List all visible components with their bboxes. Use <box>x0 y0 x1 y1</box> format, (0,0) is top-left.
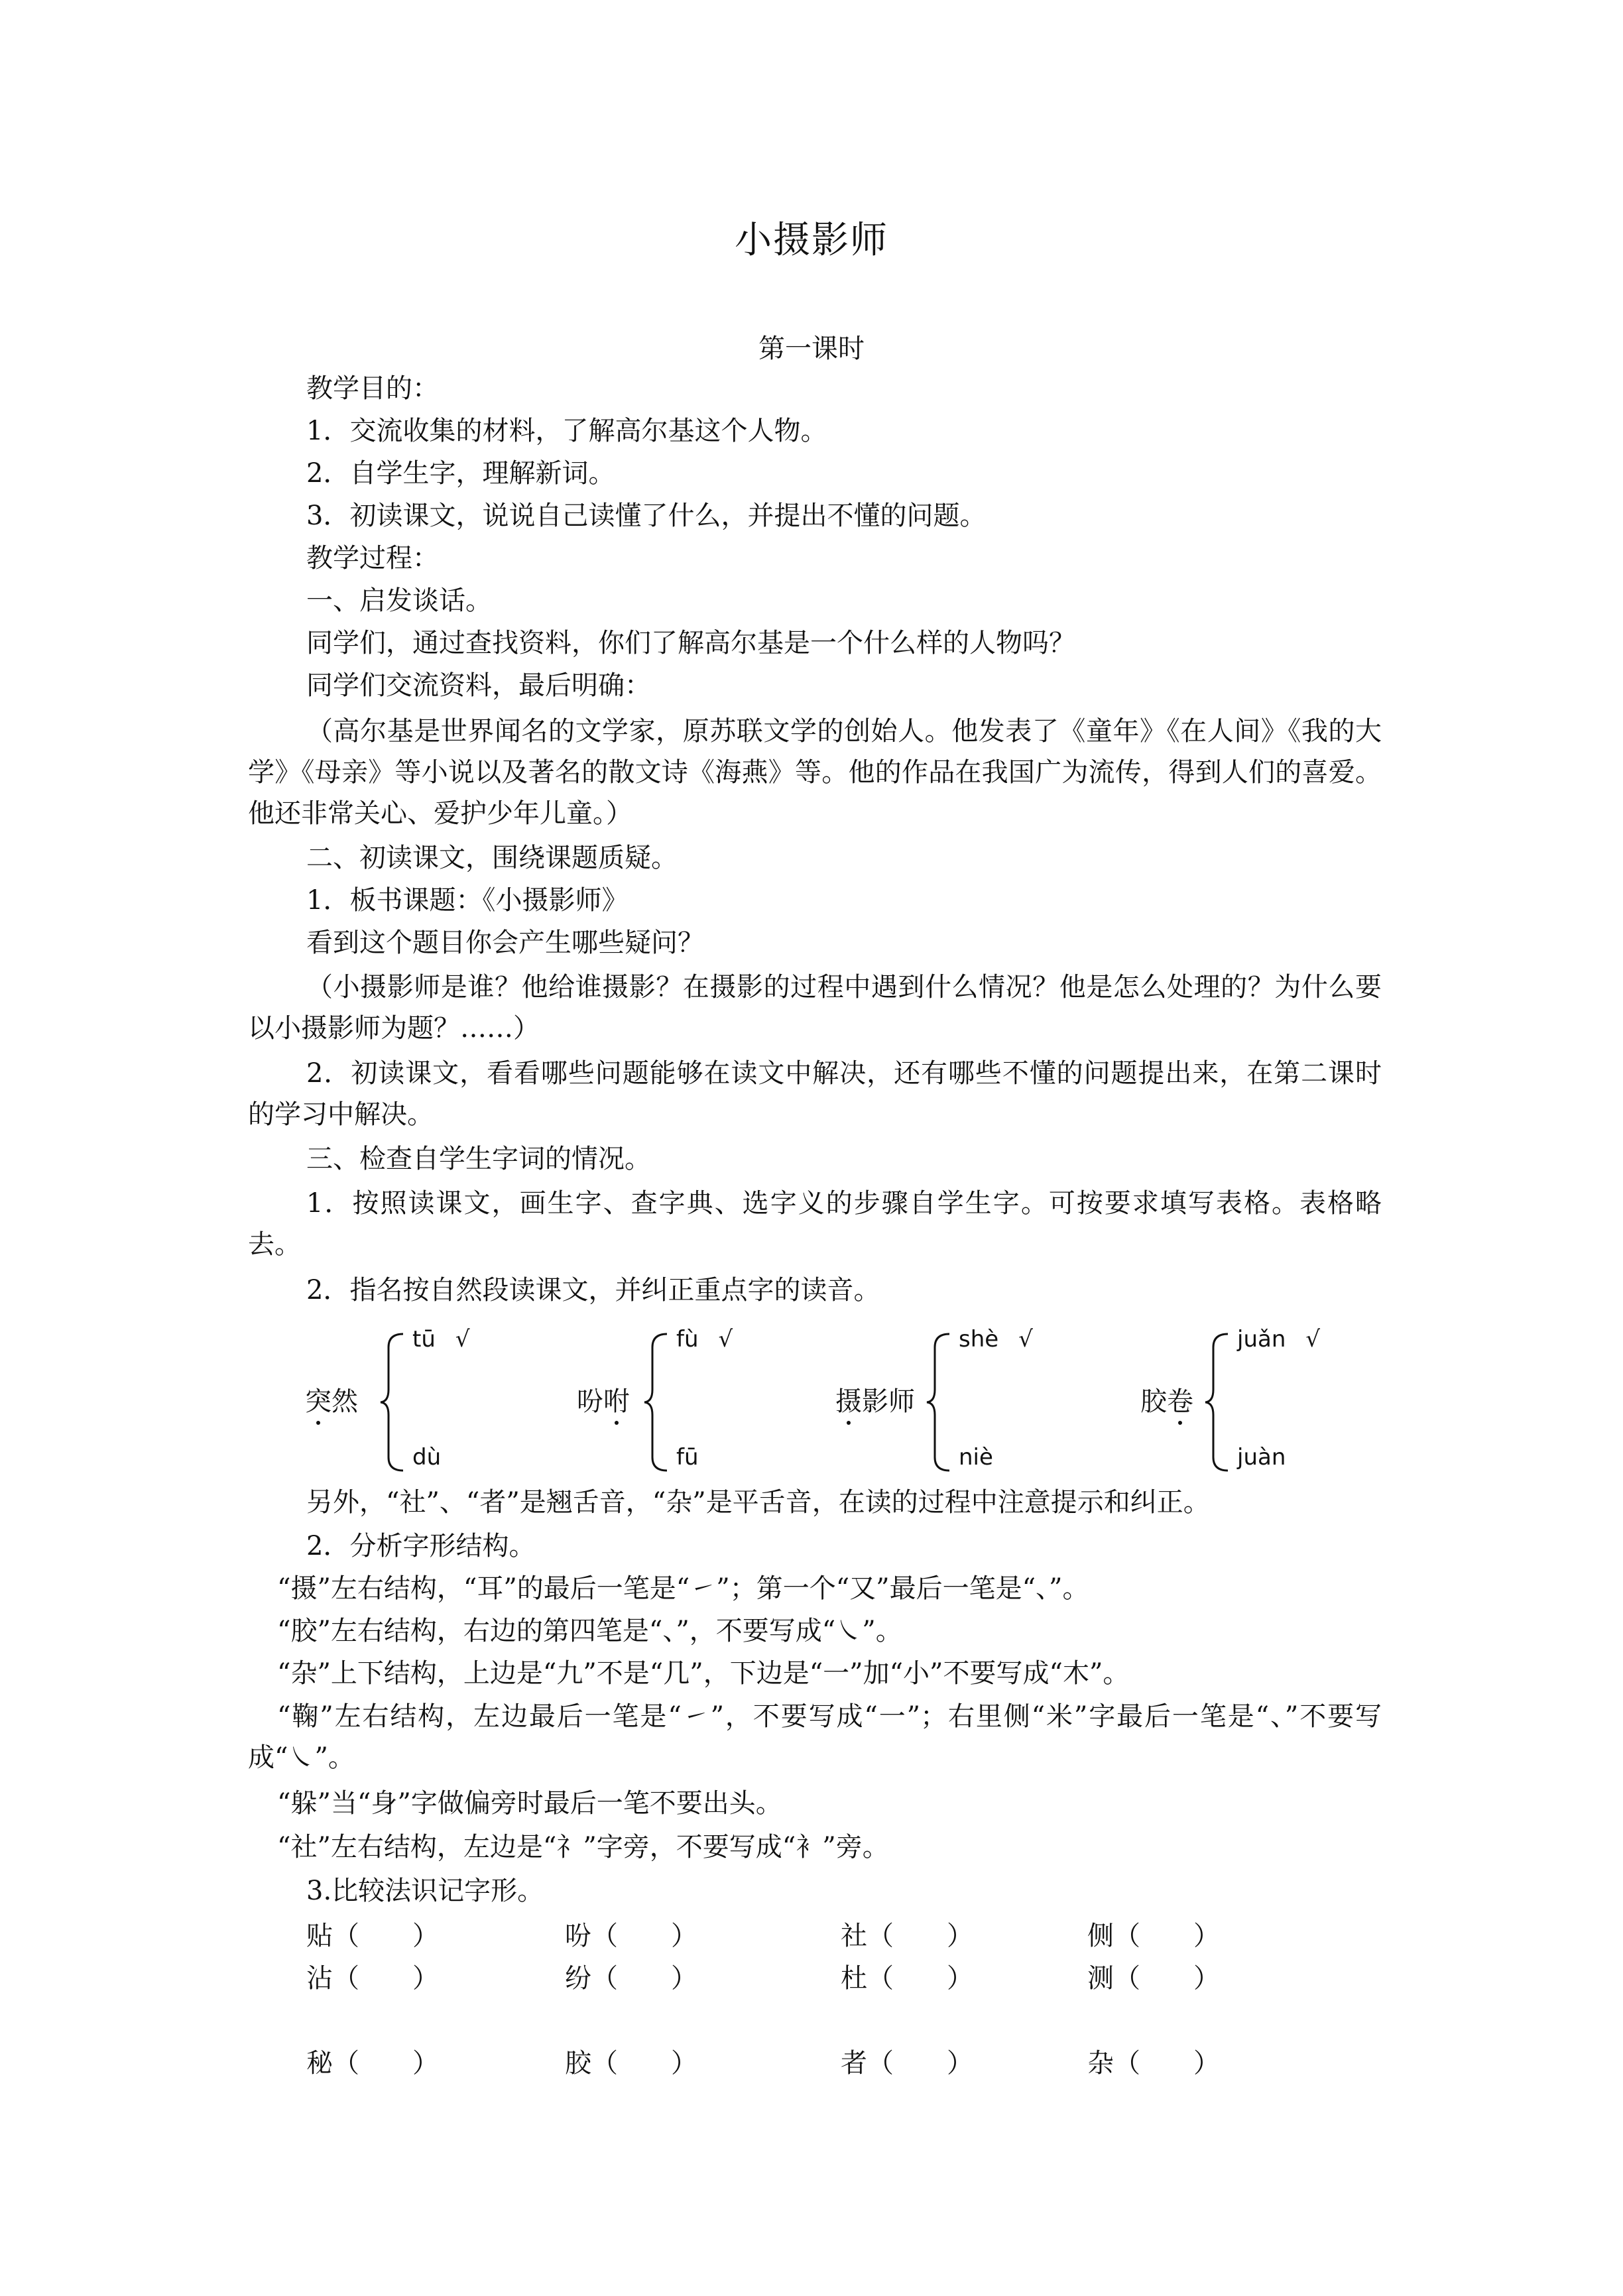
board-title: 1．板书课题：《小摄影师》 <box>306 885 629 916</box>
pinyin-correction-row <box>305 1319 1399 1485</box>
compare-cell: 吩（ ） <box>565 1921 697 1951</box>
page-title: 小摄影师 <box>735 219 888 262</box>
compare-cell: 纷（ ） <box>565 1963 697 1994</box>
structure-za: “杂”上下结构，上边是“九”不是“几”，下边是“一”加“小”不要写成“木”。 <box>277 1658 1130 1689</box>
pinyin-word: 胶卷 <box>1140 1386 1193 1417</box>
pinyin-word: 摄影师 <box>835 1386 915 1417</box>
section-2-heading: 二、初读课文，围绕课题质疑。 <box>306 843 678 873</box>
brace-icon <box>643 1333 670 1472</box>
compare-cell: 测（ ） <box>1087 1963 1220 1994</box>
compare-cell: 贴（ ） <box>306 1921 439 1951</box>
pinyin-wrong: dù <box>412 1444 442 1471</box>
questions-paragraph: （小摄影师是谁？他给谁摄影？在摄影的过程中遇到什么情况？他是怎么处理的？为什么要以小摄影师为题？……） <box>248 972 1382 1044</box>
brace-icon <box>1204 1333 1231 1472</box>
structure-she2: “社”左右结构，左边是“礻”字旁，不要写成“衤”旁。 <box>277 1832 889 1862</box>
read-aloud-line: 2．指名按自然段读课文，并纠正重点字的读音。 <box>306 1275 880 1305</box>
goal-3: 3．初读课文，说说自己读懂了什么，并提出不懂的问题。 <box>306 501 987 531</box>
gorky-paragraph: （高尔基是世界闻名的文学家，原苏联文学的创始人。他发表了《童年》《在人间》《我的大学》《母亲》等小说以及著名的散文诗《海燕》等。他的作品在我国广为流传，得到人们的喜爱。他还非常关心、爱护少年儿童。） <box>248 716 1382 829</box>
pinyin-correct: shè √ <box>959 1326 1033 1353</box>
teaching-goals-heading: 教学目的： <box>306 373 439 404</box>
section-1-heading: 一、启发谈话。 <box>306 585 492 616</box>
pinyin-word: 突然 <box>305 1386 358 1417</box>
compare-cell: 社（ ） <box>841 1921 973 1951</box>
section-3-heading: 三、检查自学生字词的情况。 <box>306 1144 651 1174</box>
exchange-materials: 同学们交流资料，最后明确： <box>306 670 651 701</box>
pinyin-word: 吩咐 <box>577 1386 630 1417</box>
teaching-process-heading: 教学过程： <box>306 543 439 574</box>
compare-cell: 胶（ ） <box>565 2048 697 2079</box>
pinyin-wrong: fū <box>676 1444 699 1471</box>
question-prompt: 看到这个题目你会产生哪些疑问？ <box>306 928 704 958</box>
structure-duo: “躲”当“身”字做偏旁时最后一笔不要出头。 <box>277 1788 782 1819</box>
compare-cell: 杜（ ） <box>841 1963 973 1994</box>
read-paragraph: 2．初读课文，看看哪些问题能够在读文中解决，还有哪些不懂的问题提出来，在第二课时的学习中解决。 <box>248 1058 1382 1130</box>
structure-jiao: “胶”左右结构，右边的第四笔是“、”，不要写成“㇏”。 <box>277 1616 902 1646</box>
lesson-subtitle: 第一课时 <box>758 333 865 364</box>
question-gorky: 同学们，通过查找资料，你们了解高尔基是一个什么样的人物吗？ <box>306 628 1075 658</box>
structure-she: “摄”左右结构，“耳”的最后一笔是“㇀”；第一个“又”最后一笔是“、”。 <box>277 1573 1089 1604</box>
pinyin-correct: tū √ <box>412 1326 470 1353</box>
compare-cell: 秘（ ） <box>306 2048 439 2079</box>
goal-2: 2．自学生字，理解新词。 <box>306 458 615 489</box>
pinyin-correct: juǎn √ <box>1237 1326 1321 1353</box>
compare-cell: 者（ ） <box>841 2048 973 2079</box>
structure-ju: “鞠”左右结构，左边最后一笔是“㇀”，不要写成“一”；右里侧“米”字最后一笔是“、”不要写成“㇏”。 <box>248 1701 1382 1773</box>
compare-cell: 沾（ ） <box>306 1963 439 1994</box>
analysis-heading: 2．分析字形结构。 <box>306 1531 536 1561</box>
table-paragraph: 1．按照读课文，画生字、查字典、选字义的步骤自学生字。可按要求填写表格。表格略去。 <box>248 1188 1382 1260</box>
pinyin-correct: fù √ <box>676 1326 733 1353</box>
brace-icon <box>926 1333 952 1472</box>
compare-cell: 侧（ ） <box>1087 1921 1220 1951</box>
goal-1: 1．交流收集的材料，了解高尔基这个人物。 <box>306 416 827 446</box>
pinyin-wrong: juàn <box>1237 1444 1286 1471</box>
brace-icon <box>379 1333 406 1472</box>
pinyin-wrong: niè <box>959 1444 993 1471</box>
compare-heading: 3.比较法识记字形。 <box>306 1876 544 1906</box>
tongue-note: 另外，“社”、“者”是翘舌音，“杂”是平舌音，在读的过程中注意提示和纠正。 <box>306 1487 1210 1518</box>
compare-cell: 杂（ ） <box>1087 2048 1220 2079</box>
